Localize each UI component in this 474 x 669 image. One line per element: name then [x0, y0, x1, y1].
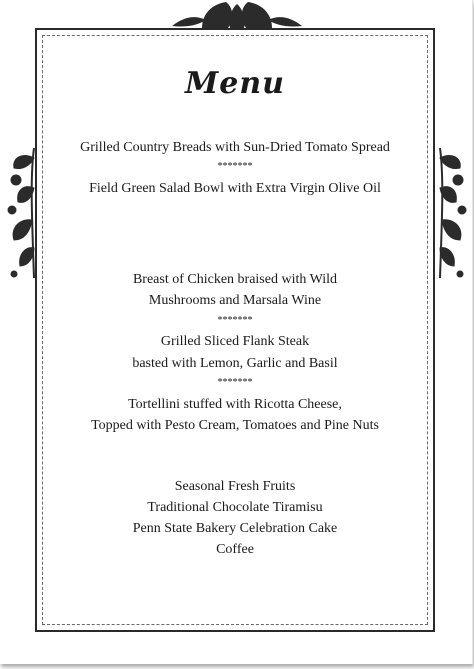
floral-ornament-right [434, 148, 470, 278]
separator: ******* [217, 315, 253, 326]
menu-frame [35, 28, 435, 632]
dessert-item: Penn State Bakery Celebration Cake [132, 521, 338, 536]
appetizer-item: Grilled Country Breads with Sun-Dried Tomato Spread [80, 140, 390, 155]
entree-item-line: Grilled Sliced Flank Steak [160, 334, 310, 349]
floral-ornament-top [172, 0, 302, 30]
separator: ******* [217, 377, 253, 388]
entree-item-line: Topped with Pesto Cream, Tomatoes and Pine Nuts [91, 418, 379, 433]
appetizer-item: Field Green Salad Bowl with Extra Virgin Olive Oil [89, 181, 381, 196]
entree-item-line: Breast of Chicken braised with Wild [132, 272, 338, 287]
entree-item-line: Mushrooms and Marsala Wine [148, 293, 322, 308]
menu-title: Menu [185, 66, 285, 101]
dessert-item: Traditional Chocolate Tiramisu [147, 500, 323, 515]
dessert-item: Seasonal Fresh Fruits [174, 479, 296, 494]
entree-item-line: basted with Lemon, Garlic and Basil [132, 356, 338, 371]
entree-item-line: Tortellini stuffed with Ricotta Cheese, [128, 397, 342, 412]
dessert-item: Coffee [216, 542, 254, 557]
separator: ******* [217, 161, 253, 172]
